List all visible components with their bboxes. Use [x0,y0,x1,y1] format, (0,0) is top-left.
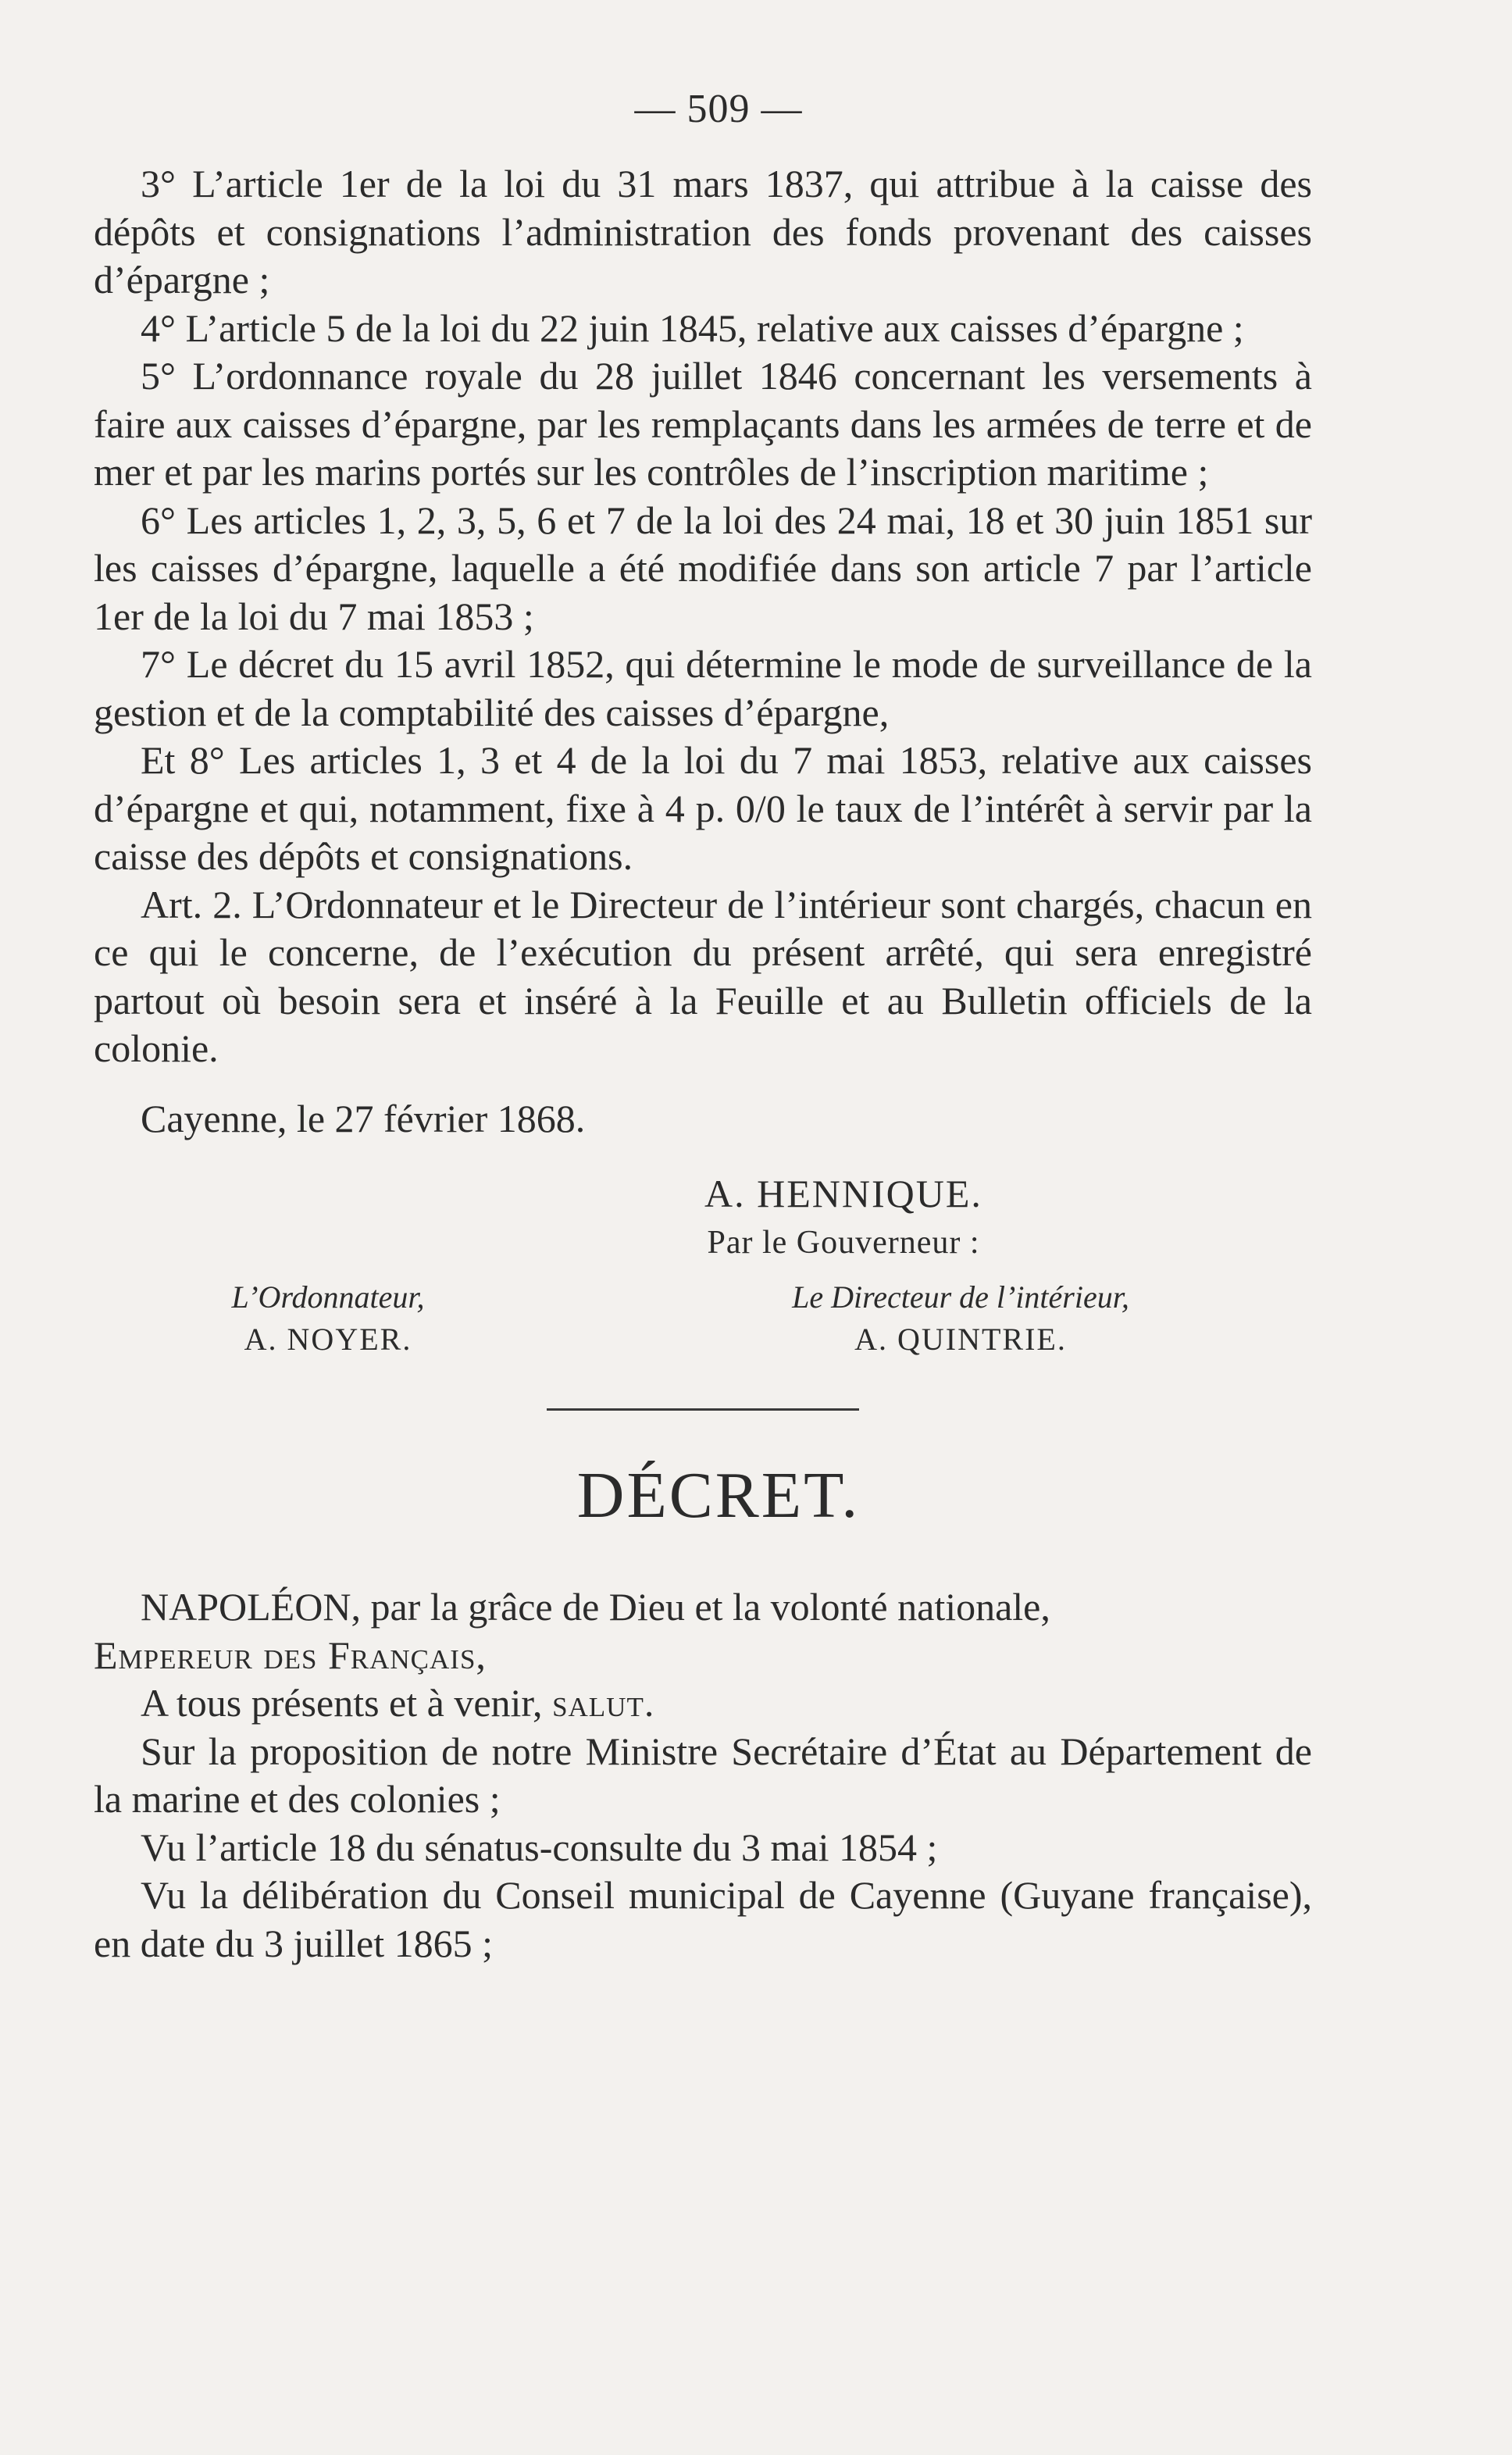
decree-salut-line [94,1679,1312,1728]
decree-napoleon-line [94,1583,1312,1632]
signatory-directeur [687,1277,1234,1361]
par-le-gouverneur: Par le Gouverneur : [707,1225,980,1261]
paragraph-article-5: 5° L’ordonnance royale du 28 juillet 1846 concernant les versements à faire aux caisses d’épargne, par les remplaçants dans les armées de terre et de mer et par les marins portés sur les contrôles de l’inscription maritime ; [94,354,1312,494]
signatory-title: Le Directeur de l’intérieur, [792,1279,1129,1315]
decree-proposition: Sur la proposition de notre Ministre Secrétaire d’État au Département de la marine et des colonies ; [94,1729,1312,1821]
salut-word: salut. [552,1681,655,1725]
governor-signature: A. HENNIQUE. [704,1172,982,1215]
paragraph-article-4: 4° L’article 5 de la loi du 22 juin 1845, relative aux caisses d’épargne ; [141,305,1244,350]
document-page [94,86,1312,1968]
paragraph-article-6: 6° Les articles 1, 2, 3, 5, 6 et 7 de la loi des 24 mai, 18 et 30 juin 1851 sur les caisses d’épargne, laquelle a été modifiée dans son article 7 par l’article 1er de la loi du 7 mai 1853 ; [94,498,1312,638]
decree-vu-senatus: Vu l’article 18 du sénatus-consulte du 3 mai 1854 ; [141,1825,938,1869]
page-number: — 509 — [634,87,803,131]
salut-text: A tous présents et à venir, [141,1681,543,1725]
paragraph-art-2: Art. 2. L’Ordonnateur et le Directeur de l’intérieur sont chargés, chacun en ce qui le concerne, de l’exécution du présent arrêté, qui sera enregistré partout où besoin sera et inséré à la Feuille et au Bulletin officiels de la colonie. [94,882,1312,1070]
paragraph-article-8: Et 8° Les articles 1, 3 et 4 de la loi du 7 mai 1853, relative aux caisses d’épargne et qui, notamment, fixe à 4 p. 0/0 le taux de l’intérêt à servir par la caisse des dépôts et consignations. [94,738,1312,878]
decree-empereur-line [94,1632,1312,1680]
decree-heading: DÉCRET. [576,1459,861,1532]
signatories [94,1277,1312,1363]
paragraph-article-7: 7° Le décret du 15 avril 1852, qui détermine le mode de surveillance de la gestion et de la comptabilité des caisses d’épargne, [94,642,1312,734]
signatory-name: A. NOYER. [244,1322,412,1357]
place-date: Cayenne, le 27 février 1868. [141,1096,586,1140]
empereur-title: Empereur des Français, [94,1633,487,1677]
napoleon-name: NAPOLÉON [141,1585,351,1629]
section-divider [547,1408,859,1411]
signatory-ordonnateur [164,1277,492,1361]
napoleon-rest: , par la grâce de Dieu et la volonté nationale, [351,1585,1050,1629]
signatory-name: A. QUINTRIE. [854,1322,1067,1357]
paragraph-article-3: 3° L’article 1er de la loi du 31 mars 1837, qui attribue à la caisse des dépôts et consignations l’administration des fonds provenant des caisses d’épargne ; [94,162,1312,302]
decree-vu-deliberation: Vu la délibération du Conseil municipal de Cayenne (Guyane française), en date du 3 juillet 1865 ; [94,1873,1312,1965]
signatory-title: L’Ordonnateur, [231,1279,425,1315]
